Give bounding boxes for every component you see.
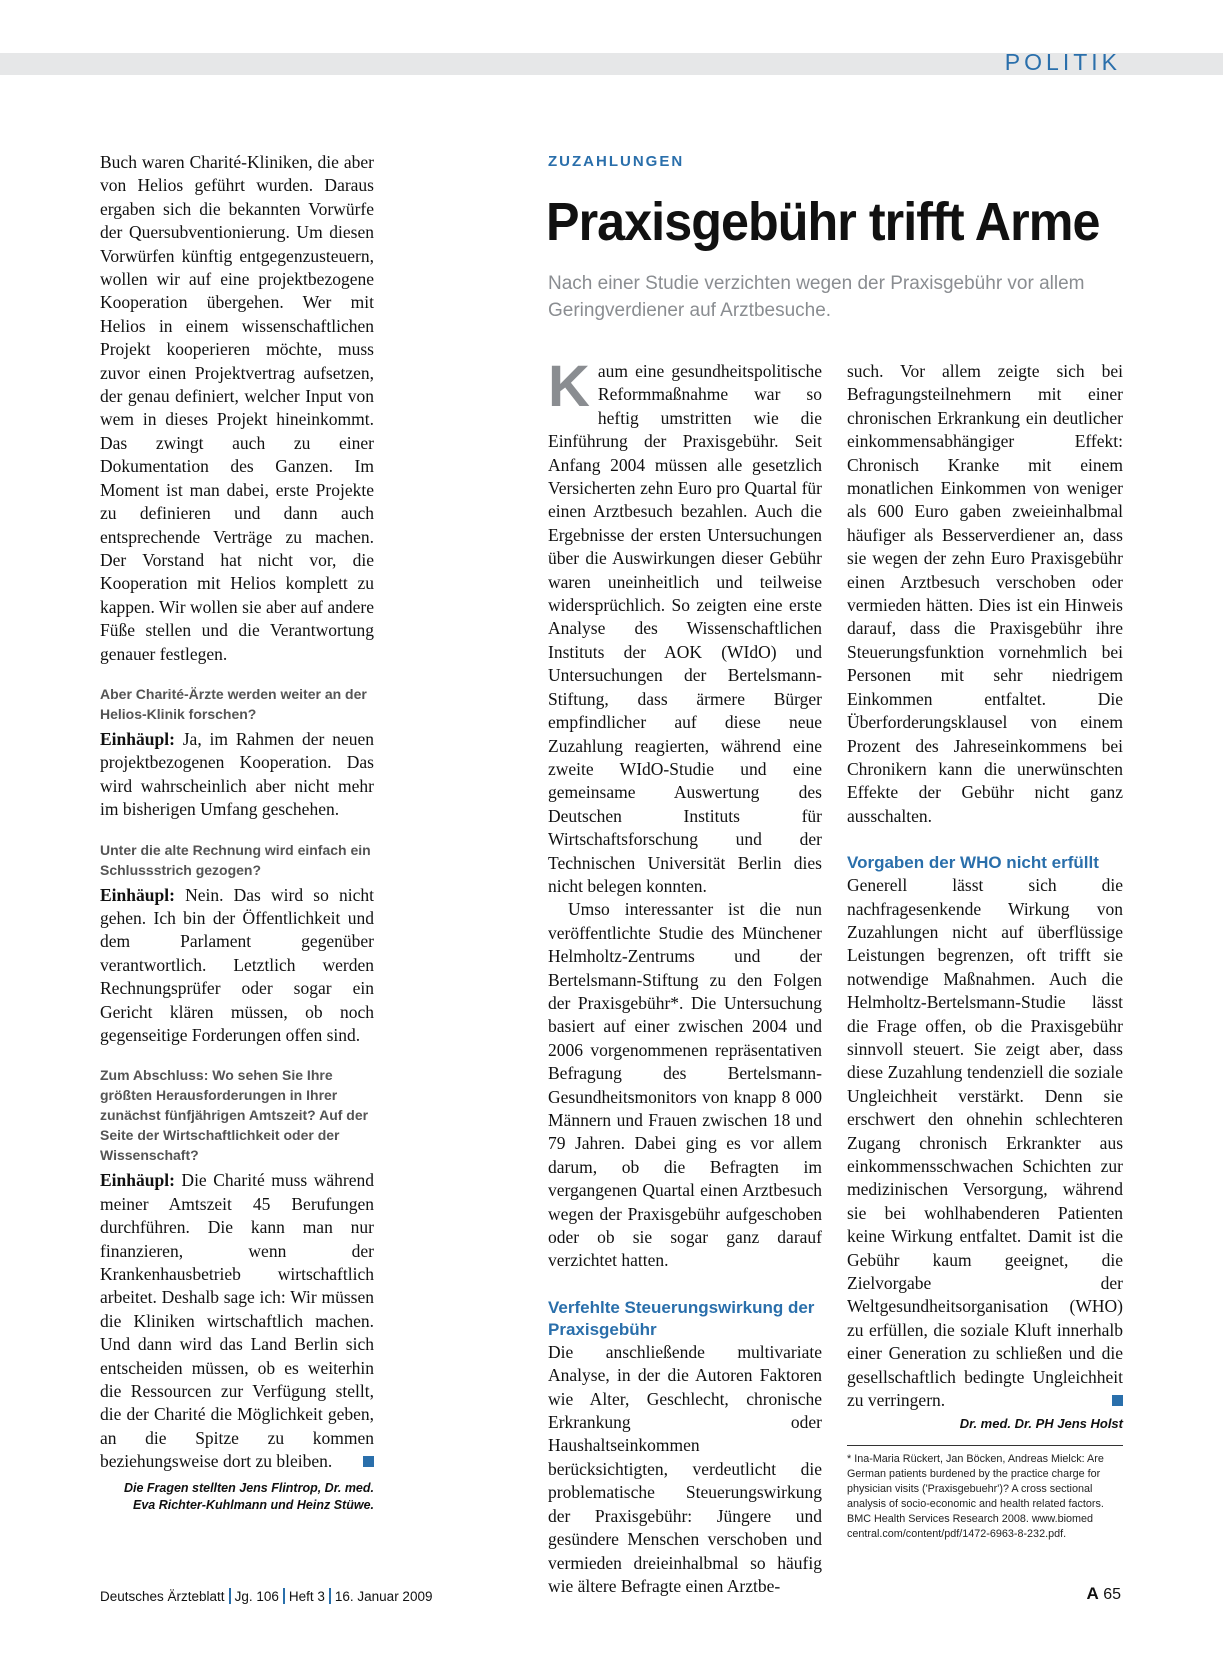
article-deck: Nach einer Studie verzichten wegen der Praxisgebühr vor allem Geringverdiener auf Arztbesuche. [548, 273, 1085, 321]
issue-date: 16. Januar 2009 [334, 1589, 433, 1604]
answer-text: Nein. Das wird so nicht gehen. Ich bin der Öffentlichkeit und dem Parlament gegenüber verantwortlich. Letztlich werden Rechnungsprüfer oder sogar ein Gericht klären müssen, ob noch gegenseitige Forderungen offen sind. [100, 884, 374, 1045]
article-author: Dr. med. Dr. PH Jens Holst [959, 1416, 1123, 1432]
page-prefix: A [1086, 1584, 1099, 1603]
end-mark-icon [363, 1456, 374, 1467]
section-label: POLITIK [1004, 49, 1121, 75]
article-kicker: ZUZAHLUNGEN [548, 153, 685, 170]
footer-citation [100, 1588, 432, 1604]
interview-question: Aber Charité-Ärzte werden weiter an der Helios-Klinik forschen? [100, 685, 367, 722]
article-paragraph-text: Generell lässt sich die nachfragesenkende Wirkung von Zuzahlungen nicht auf überflüssige Leistungen begrenzen, oft trifft sie notwendige Maßnahmen. Auch die Helmholtz-Bertelsmann-Studie lässt die Frage offen, ob die Praxisgebühr sinnvoll steuert. Sie zeigt aber, dass diese Zuzahlung tendenziell die soziale Ungleichheit verstärkt. Denn sie erschwert den ohnehin schlechteren Zugang chronisch Erkrankter aus einkommensschwachen Schichten zur medizinischen Versorgung, während sie bei wohlhabenderen Patienten keine Wirkung entfaltet. Damit ist die Gebühr kaum geeignet, die Zielvorgabe der Weltgesundheitsorganisation (WHO) zu erfüllen, die soziale Kluft innerhalb einer Generation zu schließen und die gesellschaftlich bedingte Ungleichheit zu verringern. [847, 875, 1123, 1411]
interview-question: Zum Abschluss: Wo sehen Sie Ihre größten Herausforderungen in Ihrer zunächst fünfjährigen Amtszeit? Auf der Seite der Wirtschaftlichkeit oder der Wissenschaft? [100, 1067, 369, 1164]
article-column-middle [548, 354, 822, 1598]
interview-column [100, 151, 374, 1514]
separator [283, 1588, 285, 1604]
issue: Heft 3 [288, 1589, 325, 1604]
article-footnote: * Ina-Maria Rückert, Jan Böcken, Andreas Mielck: Are German patients burdened by the practice charge for physician visits ('Praxisgebuehr')? A cross sectional analysis of socio-economic and health related factors. BMC Health Services Research 2008. www.biomed central.com/content/pdf/1472-6963-8-232.pdf. [847, 1445, 1123, 1542]
article-paragraph [548, 354, 822, 898]
interview-answer [100, 728, 374, 822]
article-paragraph: such. Vor allem zeigte sich bei Befragungsteilnehmern mit einer chronischen Erkrankung ein deutlicher einkommensabhängiger Effekt: Chronisch Kranke mit einem monatlichen Einkommen von weniger als 600 Euro gaben zweieinhalbmal häufiger als Besserverdiener an, dass sie wegen der zehn Euro Praxisgebühr einen Arztbesuch verschoben oder vermieden hätten. Dies ist ein Hinweis darauf, dass die Praxisgebühr ihre Steuerungsfunktion vornehmlich bei Personen mit sehr niedrigem Einkommen entfaltet. Die Überforderungsklausel von einem Prozent des Jahreseinkommens bei Chronikern kann die unerwünschten Effekte der Gebühr nicht ganz ausschalten. [847, 361, 1123, 826]
article-paragraph: Die anschließende multivariate Analyse, in der die Autoren Faktoren wie Alter, Geschlecht, chronische Erkrankung oder Haushaltseinkommen berücksichtigten, verdeutlicht die problematische Steuerungswirkung der Praxisgebühr: Jüngere und gesündere Menschen verschoben und vermieden dreieinhalbmal so häufig wie ältere Befragte einen Arztbe- [548, 1341, 822, 1596]
article-paragraph [847, 874, 1123, 1412]
article-subhead: Verfehlte Steuerungswirkung der Praxisgebühr [548, 1297, 815, 1339]
article-paragraph: Umso interessanter ist die nun veröffentlichte Studie des Münchener Helmholtz-Zentrums und der Bertelsmann-Stiftung zu den Folgen der Praxisgebühr*. Die Untersuchung basiert auf einer zwischen 2004 und 2006 vorgenommenen repräsentativen Befragung des Bertelsmann-Gesundheitsmonitors von knapp 8 000 Männern und Frauen zwischen 18 und 79 Jahren. Dabei ging es vor allem darum, ob die Befragten im vergangenen Quartal einen Arztbesuch wegen der Praxisgebühr aufgeschoben oder ob sie sogar ganz darauf verzichtet hatten. [548, 899, 822, 1271]
separator [229, 1588, 231, 1604]
journal-name: Deutsches Ärzteblatt [100, 1589, 225, 1604]
speaker-name: Einhäupl: [100, 884, 175, 905]
speaker-name: Einhäupl: [100, 1170, 175, 1191]
answer-text: Ja, im Rahmen der neuen projektbezogenen Kooperation. Das wird wahrscheinlich aber nicht mehr im bisherigen Umfang geschehen. [100, 728, 374, 820]
interview-answer [100, 884, 374, 1048]
interview-answer [100, 1169, 374, 1473]
interview-question: Unter die alte Rechnung wird einfach ein Schlussstrich gezogen? [100, 841, 371, 878]
page-number-value: 65 [1103, 1586, 1121, 1603]
page-number [1086, 1584, 1121, 1604]
article-paragraph-text: aum eine gesundheitspolitische Reformmaßnahme war so heftig umstritten wie die Einführung der Praxisgebühr. Seit Anfang 2004 müssen alle gesetzlich Versicherten zehn Euro pro Quartal für einen Arztbesuch bezahlen. Auch die Ergebnisse der ersten Untersuchungen über die Auswirkungen dieser Gebühr waren uneinheitlich und teilweise widersprüchlich. So zeigten eine erste Analyse des Wissenschaftlichen Instituts der AOK (WIdO) und Untersuchungen der Bertelsmann-Stiftung, dass ärmere Bürger empfindlicher auf diese neue Zuzahlung reagierten, während eine zweite WIdO-Studie und eine gemeinsame Auswertung des Deutschen Instituts für Wirtschaftsforschung und der Technischen Universität Berlin dies nicht belegen konnten. [548, 361, 822, 896]
article-column-right [847, 360, 1123, 1542]
drop-cap: K [548, 354, 590, 419]
interview-paragraph: Buch waren Charité-Kliniken, die aber von Helios geführt wurden. Daraus ergaben sich die bekannten Vorwürfe der Quersubventionierung. Um diesen Vorwürfen künftig entgegenzusteuern, wollen wir auf eine projektbezogene Kooperation übergehen. Wer mit Helios in einem wissenschaftlichen Projekt kooperieren möchte, muss zuvor einen Projektvertrag aufsetzen, der genau definiert, welcher Input von wem in dieses Projekt hineinkommt. Das zwingt auch zu einer Dokumentation des Ganzen. Im Moment ist man dabei, erste Projekte zu definieren und dann auch entsprechende Verträge zu machen. Der Vorstand hat nicht vor, die Kooperation mit Helios komplett zu kappen. Wir wollen sie aber auf andere Füße stellen und die Verantwortung genauer festlegen. [100, 152, 374, 664]
article-headline: Praxisgebühr trifft Arme [546, 192, 1100, 252]
answer-text: Die Charité muss während meiner Amtszeit 45 Berufungen durchführen. Die kann man nur finanzieren, wenn der Krankenhausbetrieb wirtschaftlich arbeitet. Deshalb sage ich: Wir müssen die Kliniken wirtschaftlich machen. Und dann wird das Land Berlin sich entscheiden müssen, ob es weiterhin die Ressourcen zur Verfügung stellt, die der Charité die Möglichkeit geben, an die Spitze zu kommen beziehungsweise dort zu bleiben. [100, 1170, 374, 1472]
article-subhead: Vorgaben der WHO nicht erfüllt [847, 853, 1099, 873]
separator [329, 1588, 331, 1604]
volume: Jg. 106 [234, 1589, 279, 1604]
interview-credit: Die Fragen stellten Jens Flintrop, Dr. med. Eva Richter-Kuhlmann und Heinz Stüwe. [123, 1480, 374, 1512]
speaker-name: Einhäupl: [100, 728, 175, 749]
end-mark-icon [1112, 1395, 1123, 1406]
